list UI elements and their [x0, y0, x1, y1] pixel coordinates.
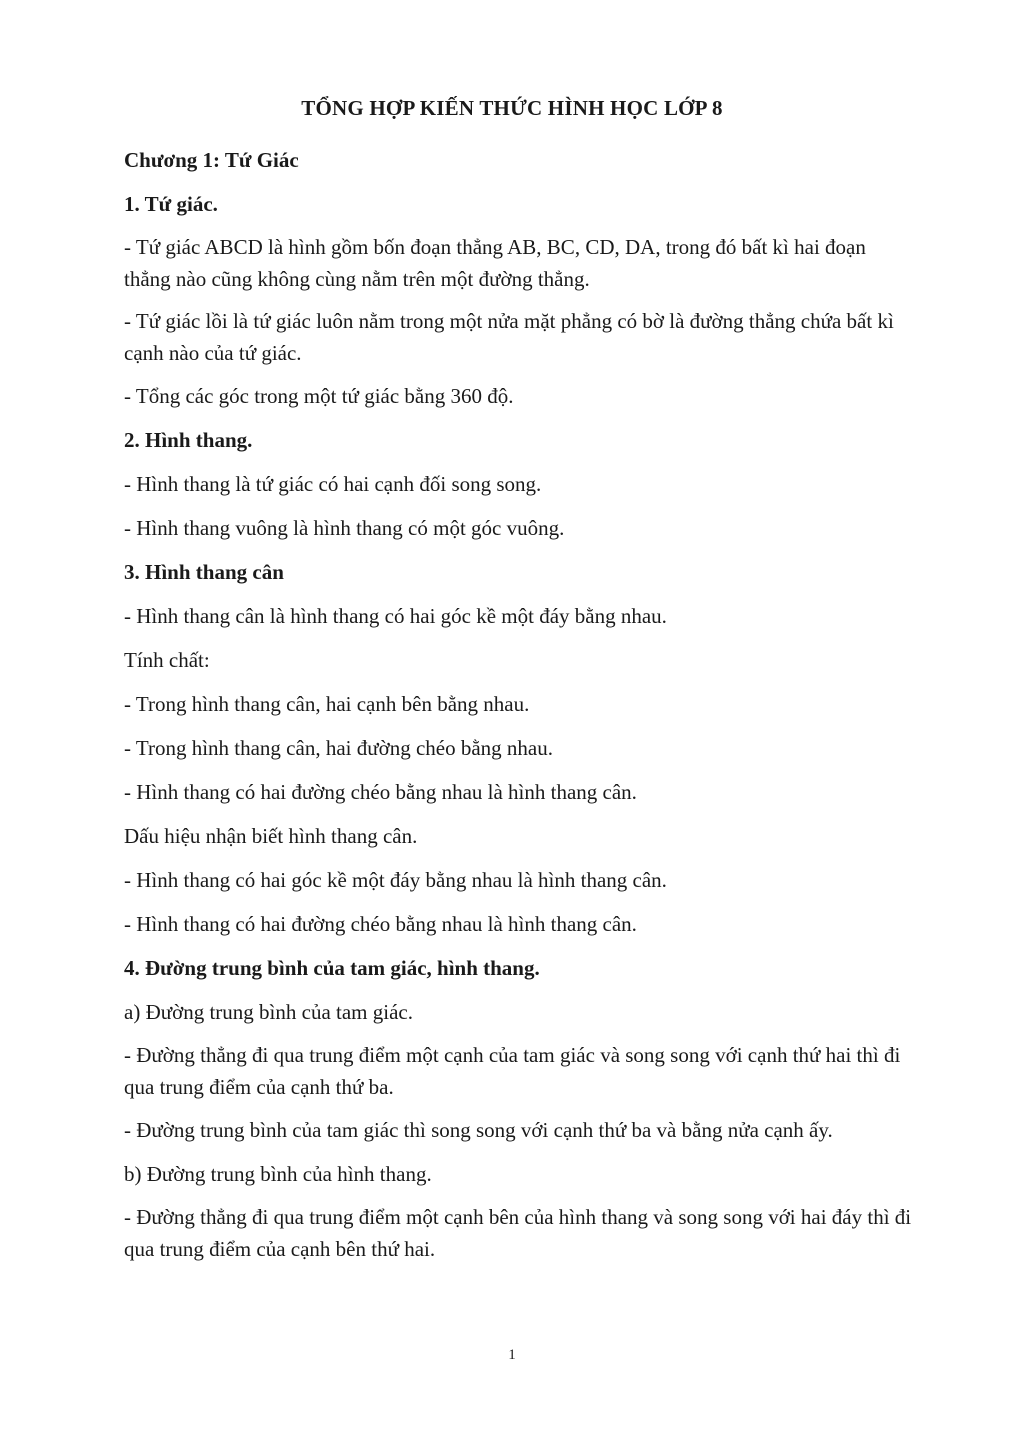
section-heading: 1. Tứ giác. — [124, 192, 218, 216]
paragraph: Dấu hiệu nhận biết hình thang cân. — [124, 824, 418, 848]
paragraph: - Tứ giác ABCD là hình gồm bốn đoạn thẳng AB, BC, CD, DA, trong đó bất kì hai đoạn thẳng nào cũng không cùng nằm trên một đường thẳng. — [124, 235, 866, 291]
paragraph: - Đường thẳng đi qua trung điểm một cạnh của tam giác và song song với cạnh thứ hai thì đi qua trung điểm của cạnh thứ ba. — [124, 1043, 901, 1099]
paragraph: - Tứ giác lồi là tứ giác luôn nằm trong một nửa mặt phẳng có bờ là đường thẳng chứa bất kì cạnh nào của tứ giác. — [124, 309, 894, 365]
paragraph: - Trong hình thang cân, hai cạnh bên bằng nhau. — [124, 692, 530, 716]
paragraph: - Tổng các góc trong một tứ giác bằng 360 độ. — [124, 384, 514, 408]
section-heading: 2. Hình thang. — [124, 428, 253, 452]
section-heading: 3. Hình thang cân — [124, 560, 284, 584]
page-number: 1 — [508, 1347, 516, 1363]
section-heading: 4. Đường trung bình của tam giác, hình thang. — [124, 956, 540, 980]
paragraph: - Hình thang có hai đường chéo bằng nhau là hình thang cân. — [124, 780, 637, 804]
paragraph: - Hình thang là tứ giác có hai cạnh đối song song. — [124, 472, 542, 496]
paragraph: - Đường thẳng đi qua trung điểm một cạnh bên của hình thang và song song với hai đáy thì đi qua trung điểm của cạnh bên thứ hai. — [124, 1205, 912, 1261]
paragraph: - Hình thang có hai góc kề một đáy bằng nhau là hình thang cân. — [124, 868, 667, 892]
document-title: TỔNG HỢP KIẾN THỨC HÌNH HỌC LỚP 8 — [301, 96, 723, 120]
paragraph: - Hình thang cân là hình thang có hai góc kề một đáy bằng nhau. — [124, 604, 667, 628]
chapter-heading: Chương 1: Tứ Giác — [124, 148, 299, 172]
paragraph: a) Đường trung bình của tam giác. — [124, 1000, 413, 1024]
paragraph: b) Đường trung bình của hình thang. — [124, 1162, 432, 1186]
document-body — [124, 138, 914, 1270]
paragraph: - Trong hình thang cân, hai đường chéo bằng nhau. — [124, 736, 554, 760]
paragraph: - Đường trung bình của tam giác thì song song với cạnh thứ ba và bằng nửa cạnh ấy. — [124, 1118, 833, 1142]
paragraph: Tính chất: — [124, 648, 210, 672]
paragraph: - Hình thang vuông là hình thang có một góc vuông. — [124, 516, 565, 540]
paragraph: - Hình thang có hai đường chéo bằng nhau là hình thang cân. — [124, 912, 637, 936]
